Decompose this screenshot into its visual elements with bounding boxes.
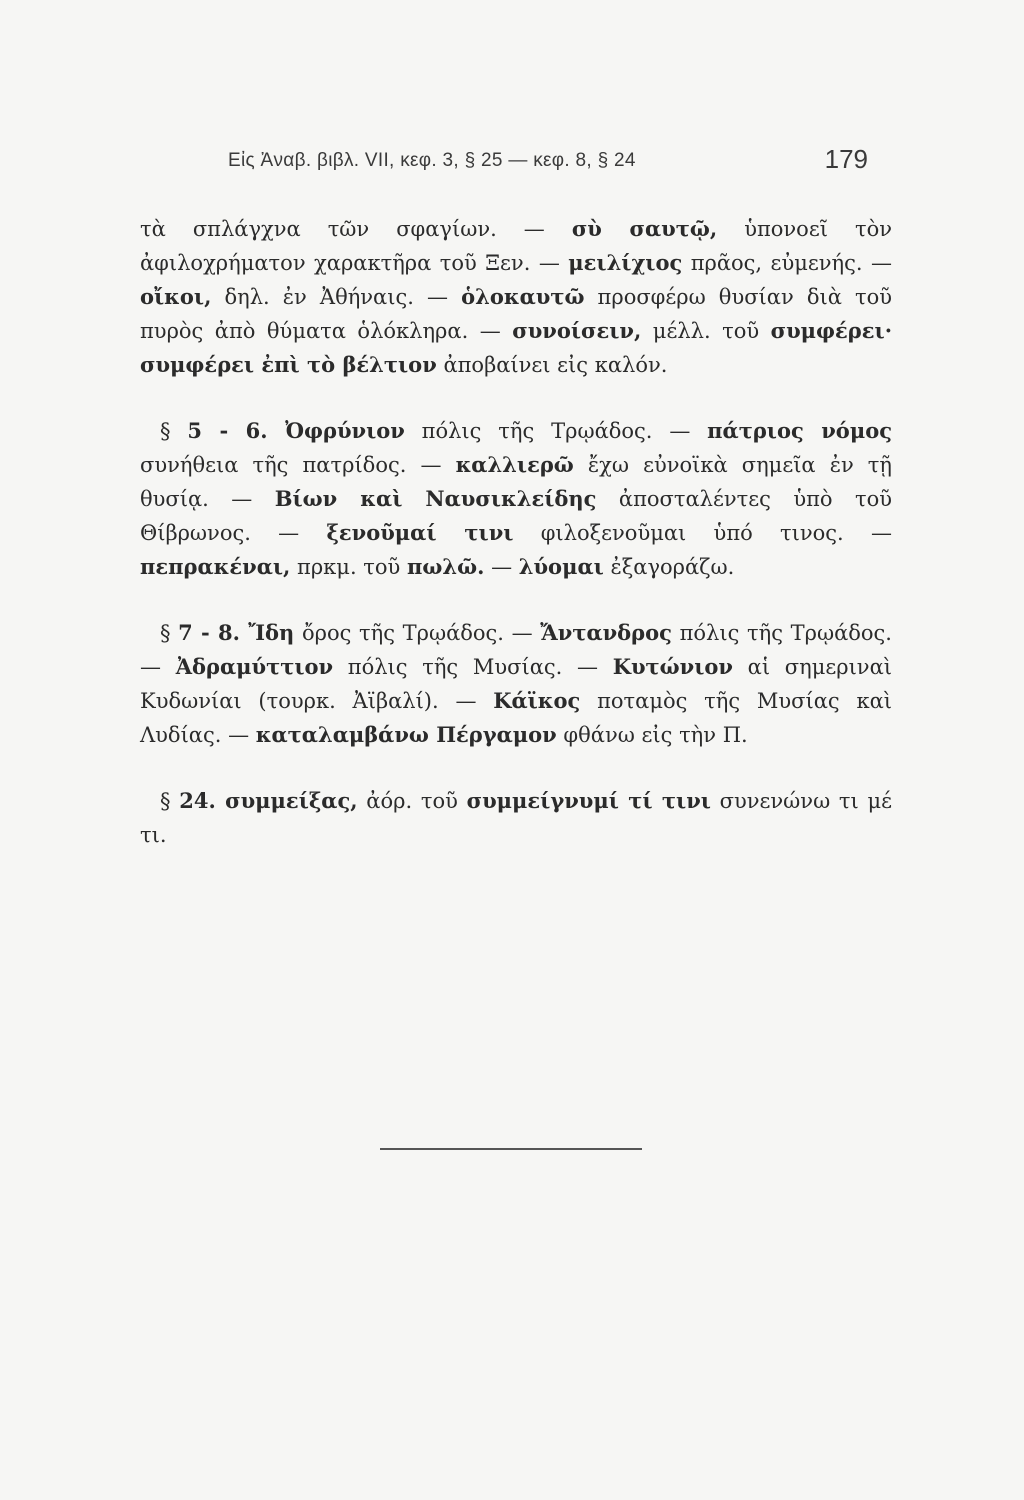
commentary-body — [140, 212, 892, 884]
gloss-text: ἔχω εὐνοϊκὰ σημεῖα ἐν τῇ θυσίᾳ. — — [140, 453, 893, 511]
gloss-text: — — [484, 555, 519, 579]
gloss-text: τὰ σπλάγχνα τῶν σφαγίων. — — [140, 217, 572, 241]
gloss-text: φιλοξενοῦμαι ὑπό τινος. — — [513, 521, 892, 545]
page-number: 179 — [824, 144, 868, 174]
gloss-text: ἀποβαίνει εἰς καλόν. — [436, 353, 668, 377]
gloss-text: ἀόρ. τοῦ — [357, 789, 467, 813]
lemma-term: συμμείγνυμί τί τινι — [466, 788, 711, 813]
lemma-term: Βίων καὶ Ναυσικλείδης — [274, 486, 597, 511]
lemma-term: καλλιερῶ — [455, 452, 574, 477]
gloss-text: φθάνω εἰς τὴν Π. — [556, 723, 748, 747]
lemma-term: λύομαι — [518, 554, 604, 579]
lemma-term: σὺ σαυτῷ, — [571, 216, 718, 241]
lemma-term: 7 - 8. Ἴδη — [178, 620, 295, 645]
gloss-text: πρᾶος, εὐμενής. — — [682, 251, 892, 275]
lemma-term: Κάϊκος — [493, 688, 581, 713]
gloss-text: § — [160, 419, 188, 443]
gloss-text: δηλ. ἐν Ἀθήναις. — — [211, 285, 462, 309]
gloss-text: συνήθεια τῆς πατρίδος. — — [140, 453, 456, 477]
lemma-term: μειλίχιος — [568, 250, 683, 275]
lemma-term: συμφέρει· συμφέρει ἐπὶ τὸ βέλτιον — [140, 318, 893, 377]
paragraph-1 — [140, 212, 892, 382]
lemma-term: καταλαμβάνω Πέργαμον — [255, 722, 557, 747]
gloss-text: πόλις τῆς Τρῳάδος. — — [404, 419, 708, 443]
gloss-text: ὑπονοεῖ τὸν ἀφιλοχρήματον χαρακτῆρα τοῦ Ξεν. — — [140, 217, 892, 275]
gloss-text: ὄρος τῆς Τρῳάδος. — — [294, 621, 541, 645]
gloss-text: πόλις τῆς Μυσίας. — — [333, 655, 613, 679]
lemma-term: πεπρακέναι, — [140, 554, 291, 579]
gloss-text: § — [160, 789, 180, 813]
gloss-text: αἱ σημεριναὶ Κυδωνίαι (τουρκ. Ἀϊβαλί). — — [140, 655, 892, 713]
gloss-text: συνενώνω τι μέ τι. — [140, 789, 893, 847]
gloss-text: ποταμὸς τῆς Μυσίας καὶ Λυδίας. — — [140, 689, 893, 747]
gloss-text: πρκμ. τοῦ — [290, 555, 407, 579]
paragraph-2 — [140, 414, 892, 584]
gloss-text: ἐξαγοράζω. — [603, 555, 735, 579]
page-header — [228, 144, 868, 174]
lemma-term: συνοίσειν, — [512, 318, 642, 343]
lemma-term: ξενοῦμαί τινι — [326, 520, 514, 545]
running-title: Εἰς Ἀναβ. βιβλ. VII, κεφ. 3, § 25 — κεφ. 8, § 24 — [228, 150, 636, 171]
lemma-term: Ἀδραμύττιον — [175, 654, 334, 679]
lemma-term: ὁλοκαυτῶ — [461, 284, 585, 309]
gloss-text: μέλλ. τοῦ — [641, 319, 771, 343]
lemma-term: πωλῶ. — [407, 554, 485, 579]
gloss-text: προσφέρω θυσίαν διὰ τοῦ πυρὸς ἀπὸ θύματα ὁλόκληρα. — — [140, 285, 893, 343]
gloss-text: ἀποσταλέντες ὑπὸ τοῦ Θίβρωνος. — — [140, 487, 893, 545]
lemma-term: 24. συμμείξας, — [179, 788, 358, 813]
lemma-term: Κυτώνιον — [612, 654, 733, 679]
gloss-text: § — [160, 621, 179, 645]
paragraph-3 — [140, 616, 892, 752]
lemma-term: πάτριος νόμος — [707, 418, 892, 443]
paragraph-4 — [140, 784, 892, 852]
gloss-text: πόλις τῆς Τρῳάδος. — — [140, 621, 892, 679]
lemma-term: Ἄντανδρος — [540, 620, 672, 645]
end-rule — [380, 1148, 642, 1150]
lemma-term: οἴκοι, — [140, 284, 212, 309]
lemma-term: 5 - 6. Ὀφρύνιον — [187, 418, 405, 443]
